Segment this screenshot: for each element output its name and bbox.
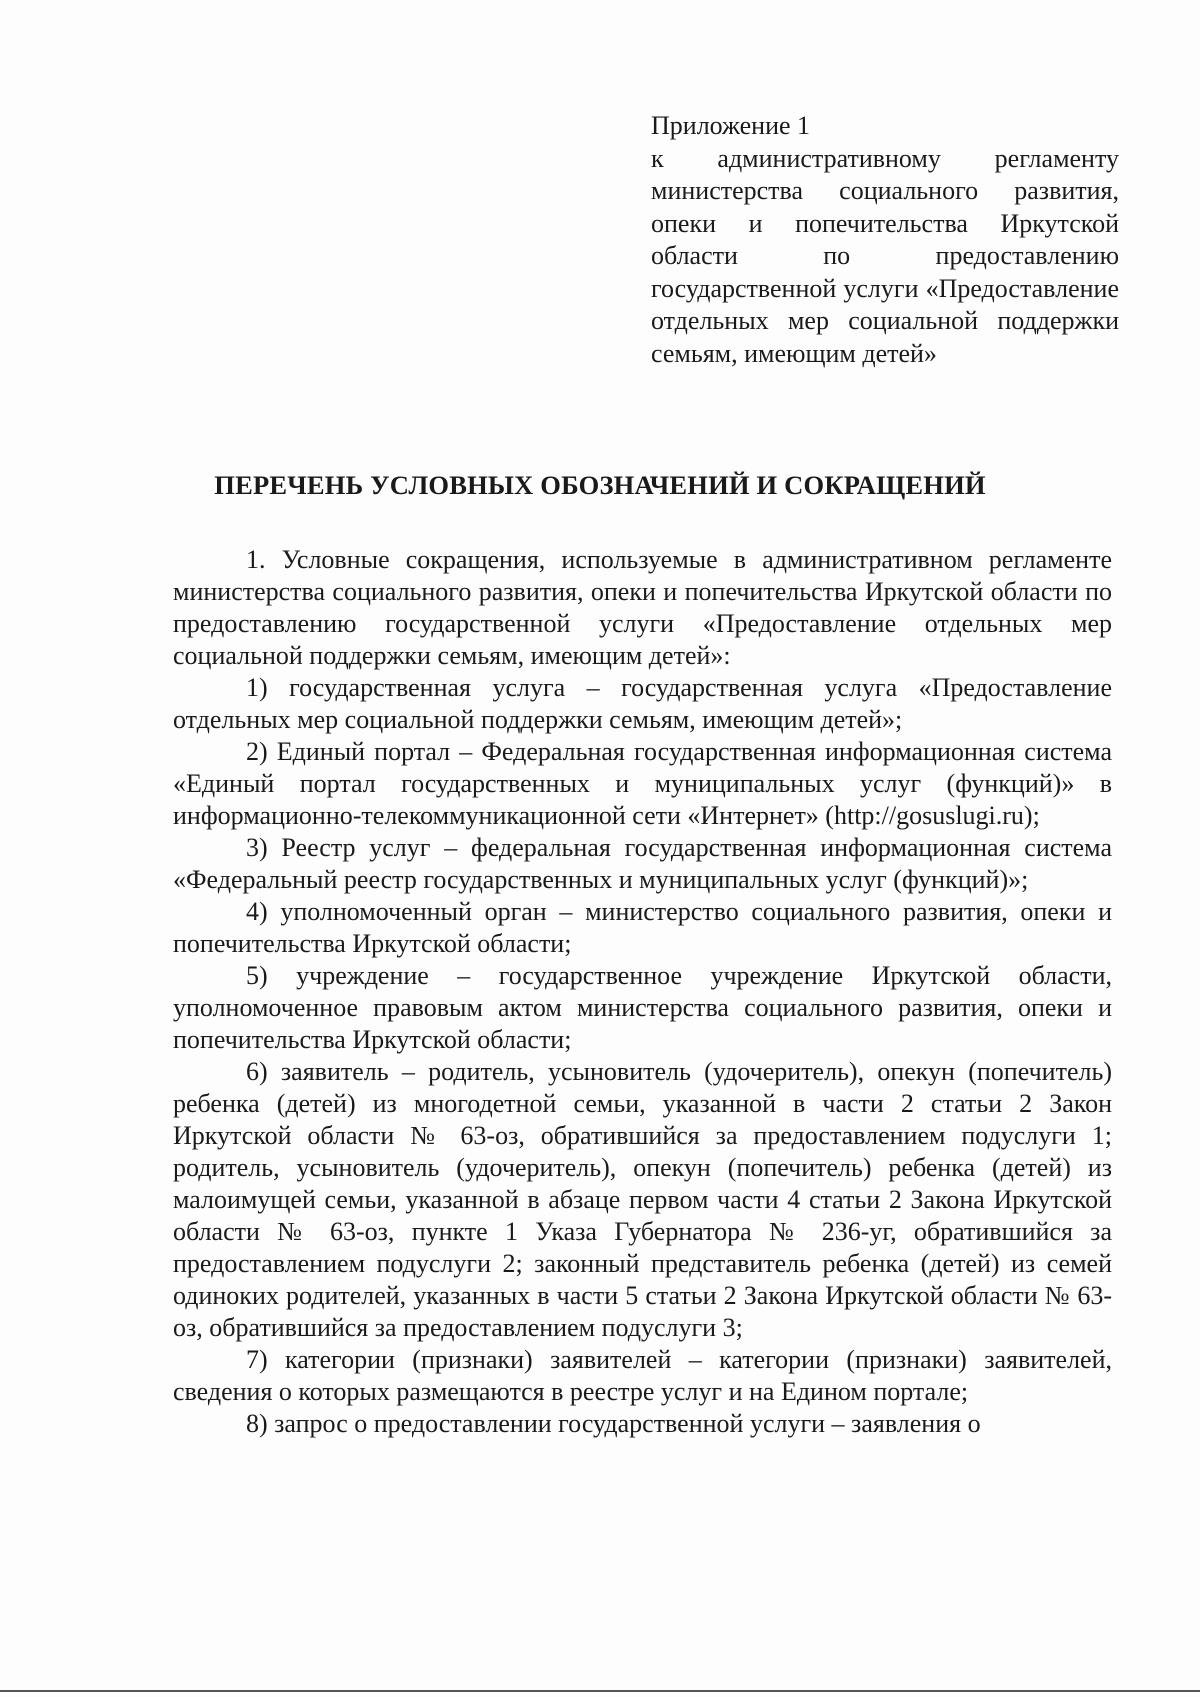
paragraph-item-7: 7) категории (признаки) заявителей – категории (признаки) заявителей, сведения о которых размещаются в реестре услуг и на Едином портале; xyxy=(173,1345,1112,1406)
scan-edge-line xyxy=(0,1690,1200,1692)
paragraph-item-4: 4) уполномоченный орган – министерство социального развития, опеки и попечительства Иркутской области; xyxy=(173,897,1112,958)
paragraph-item-8: 8) запрос о предоставлении государственной услуги – заявления о xyxy=(246,1409,981,1438)
document-title: ПЕРЕЧЕНЬ УСЛОВНЫХ ОБОЗНАЧЕНИЙ И СОКРАЩЕНИЙ xyxy=(214,470,986,500)
annex-text: к административному регламенту министерства социального развития, опеки и попечительства Иркутской области по предоставлению государственной услуги «Предоставление отдельных мер социальной поддержки семьям, имеющим детей» xyxy=(651,143,1119,368)
paragraph-intro: 1. Условные сокращения, используемые в административном регламенте министерства социального развития, опеки и попечительства Иркутской области по предоставлению государственной услуги «Предоставление отдельных мер социальной поддержки семьям, имеющим детей»: xyxy=(173,545,1112,670)
document-body xyxy=(173,544,1112,1440)
paragraph-item-1: 1) государственная услуга – государственная услуга «Предоставление отдельных мер социальной поддержки семьям, имеющим детей»; xyxy=(173,673,1112,734)
paragraph-item-6: 6) заявитель – родитель, усыновитель (удочеритель), опекун (попечитель) ребенка (детей) из многодетной семьи, указанной в части 2 статьи 2 Закон Иркутской области № 63-оз, обратившийся за предоставлением подуслуги 1; родитель, усыновитель (удочеритель), опекун (попечитель) ребенка (детей) из малоимущей семьи, указанной в абзаце первом части 4 статьи 2 Закона Иркутской области № 63-оз, пункте 1 Указа Губернатора № 236-уг, обратившийся за предоставлением подуслуги 2; законный представитель ребенка (детей) из семей одиноких родителей, указанных в части 5 статьи 2 Закона Иркутской области № 63-оз, обратившийся за предоставлением подуслуги 3; xyxy=(173,1057,1112,1342)
paragraph-item-5: 5) учреждение – государственное учреждение Иркутской области, уполномоченное правовым актом министерства социального развития, опеки и попечительства Иркутской области; xyxy=(173,961,1112,1054)
annex-label: Приложение 1 xyxy=(651,111,811,140)
paragraph-item-2: 2) Единый портал – Федеральная государственная информационная система «Единый портал государственных и муниципальных услуг (функций)» в информационно-телекоммуникационной сети «Интернет» (http://gosuslugi.ru); xyxy=(173,737,1112,830)
paragraph-item-3: 3) Реестр услуг – федеральная государственная информационная система «Федеральный реестр государственных и муниципальных услуг (функций)»; xyxy=(173,833,1112,894)
annex-header xyxy=(651,110,1119,370)
